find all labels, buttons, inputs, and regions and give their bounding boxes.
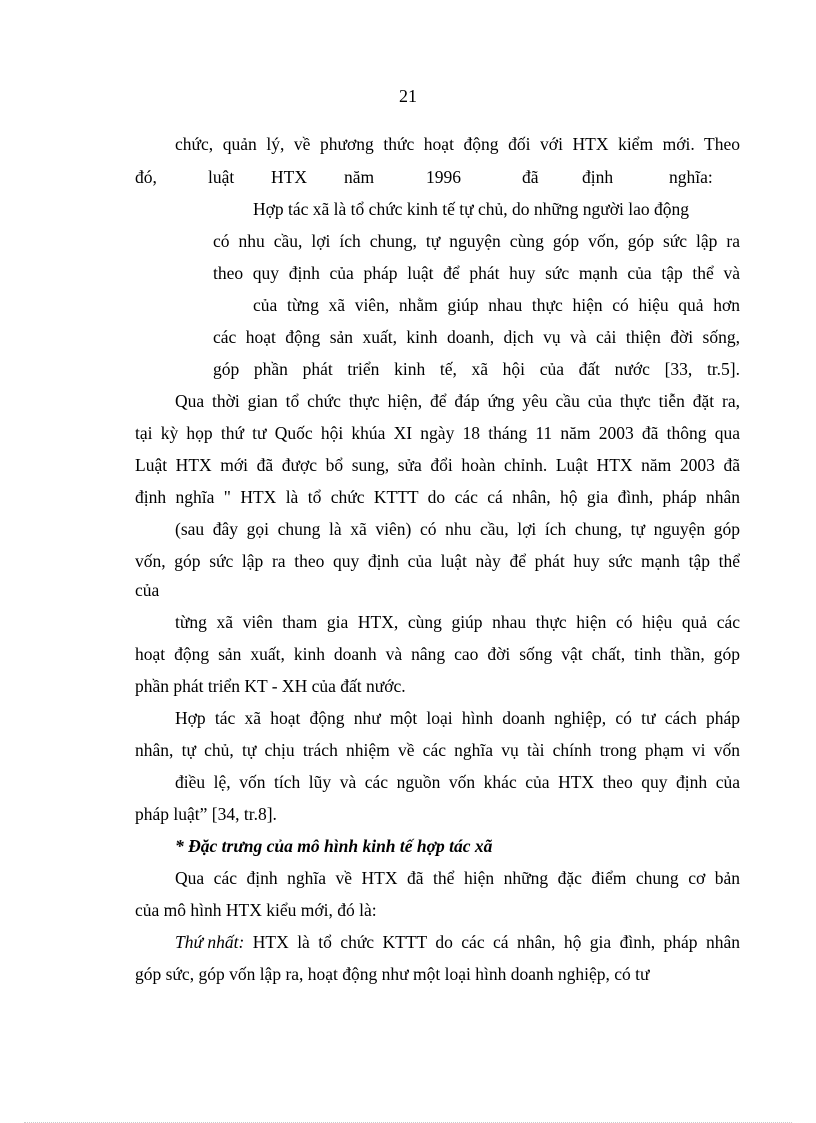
quote-line-6: góp phần phát triển kinh tế, xã hội của đất nước [33, tr.5]. [213,359,740,379]
text-line-26 [175,931,740,953]
text-line-22: pháp luật” [34, tr.8]. [135,804,277,824]
section-heading: * Đặc trưng của mô hình kinh tế hợp tác xã [175,836,493,856]
text-line-24: Qua các định nghĩa về HTX đã thể hiện những đặc điểm chung cơ bản [175,868,740,888]
text-line-2-word-3: HTX [271,167,307,187]
text-line-12: định nghĩa " HTX là tổ chức KTTT do các cá nhân, hộ gia đình, pháp nhân [135,487,740,507]
text-line-2-word-5: 1996 [426,167,461,187]
text-line-2-word-4: năm [344,167,375,187]
text-line-20: nhân, tự chủ, tự chịu trách nhiệm về các nghĩa vụ tài chính trong phạm vi vốn [135,740,740,760]
text-line-10: tại kỳ họp thứ tư Quốc hội khúa XI ngày 18 tháng 11 năm 2003 đã thông qua [135,423,740,443]
text-line-16: từng xã viên tham gia HTX, cùng giúp nhau thực hiện có hiệu quả các [175,612,740,632]
text-line-13: (sau đây gọi chung là xã viên) có nhu cầu, lợi ích chung, tự nguyện góp [175,519,740,539]
quote-line-2: có nhu cầu, lợi ích chung, tự nguyện cùng góp vốn, góp sức lập ra [213,231,740,251]
text-line-2-word-6: đã [522,167,539,187]
text-line-2-word-8: nghĩa: [669,167,713,187]
text-line-2-word-1: đó, [135,167,157,187]
text-line-17: hoạt động sản xuất, kinh doanh và nâng cao đời sống vật chất, tinh thần, góp [135,644,740,664]
text-line-14: vốn, góp sức lập ra theo quy định của luật này để phát huy sức mạnh tập thể [135,551,740,571]
text-line-18: phần phát triển KT - XH của đất nước. [135,676,406,696]
text-line-25: của mô hình HTX kiểu mới, đó là: [135,900,377,920]
first-point-text: HTX là tổ chức KTTT do các cá nhân, hộ gia đình, pháp nhân [244,932,740,952]
quote-line-3: theo quy định của pháp luật để phát huy sức mạnh của tập thể và [213,263,740,283]
first-point-label: Thứ nhất: [175,932,245,952]
text-line-2-word-7: định [582,167,614,187]
text-line-11: Luật HTX mới đã được bổ sung, sửa đổi hoàn chỉnh. Luật HTX năm 2003 đã [135,455,740,475]
text-line-9: Qua thời gian tổ chức thực hiện, để đáp ứng yêu cầu của thực tiễn đặt ra, [175,391,740,411]
text-line-19: Hợp tác xã hoạt động như một loại hình doanh nghiệp, có tư cách pháp [175,708,740,728]
text-line-27: góp sức, góp vốn lập ra, hoạt động như một loại hình doanh nghiệp, có tư [135,964,650,984]
text-line-15: của [135,580,160,600]
text-line-2-word-2: luật [208,167,235,187]
quote-line-1: Hợp tác xã là tổ chức kinh tế tự chủ, do những người lao động [253,199,690,219]
page-number: 21 [399,86,417,106]
quote-line-4: của từng xã viên, nhằm giúp nhau thực hiện có hiệu quả hơn [253,295,740,315]
text-line-21: điều lệ, vốn tích lũy và các nguồn vốn khác của HTX theo quy định của [175,772,740,792]
quote-line-5: các hoạt động sản xuất, kinh doanh, dịch vụ và cải thiện đời sống, [213,327,740,347]
text-line-1: chức, quản lý, về phương thức hoạt động đối với HTX kiểm mới. Theo [175,134,740,154]
